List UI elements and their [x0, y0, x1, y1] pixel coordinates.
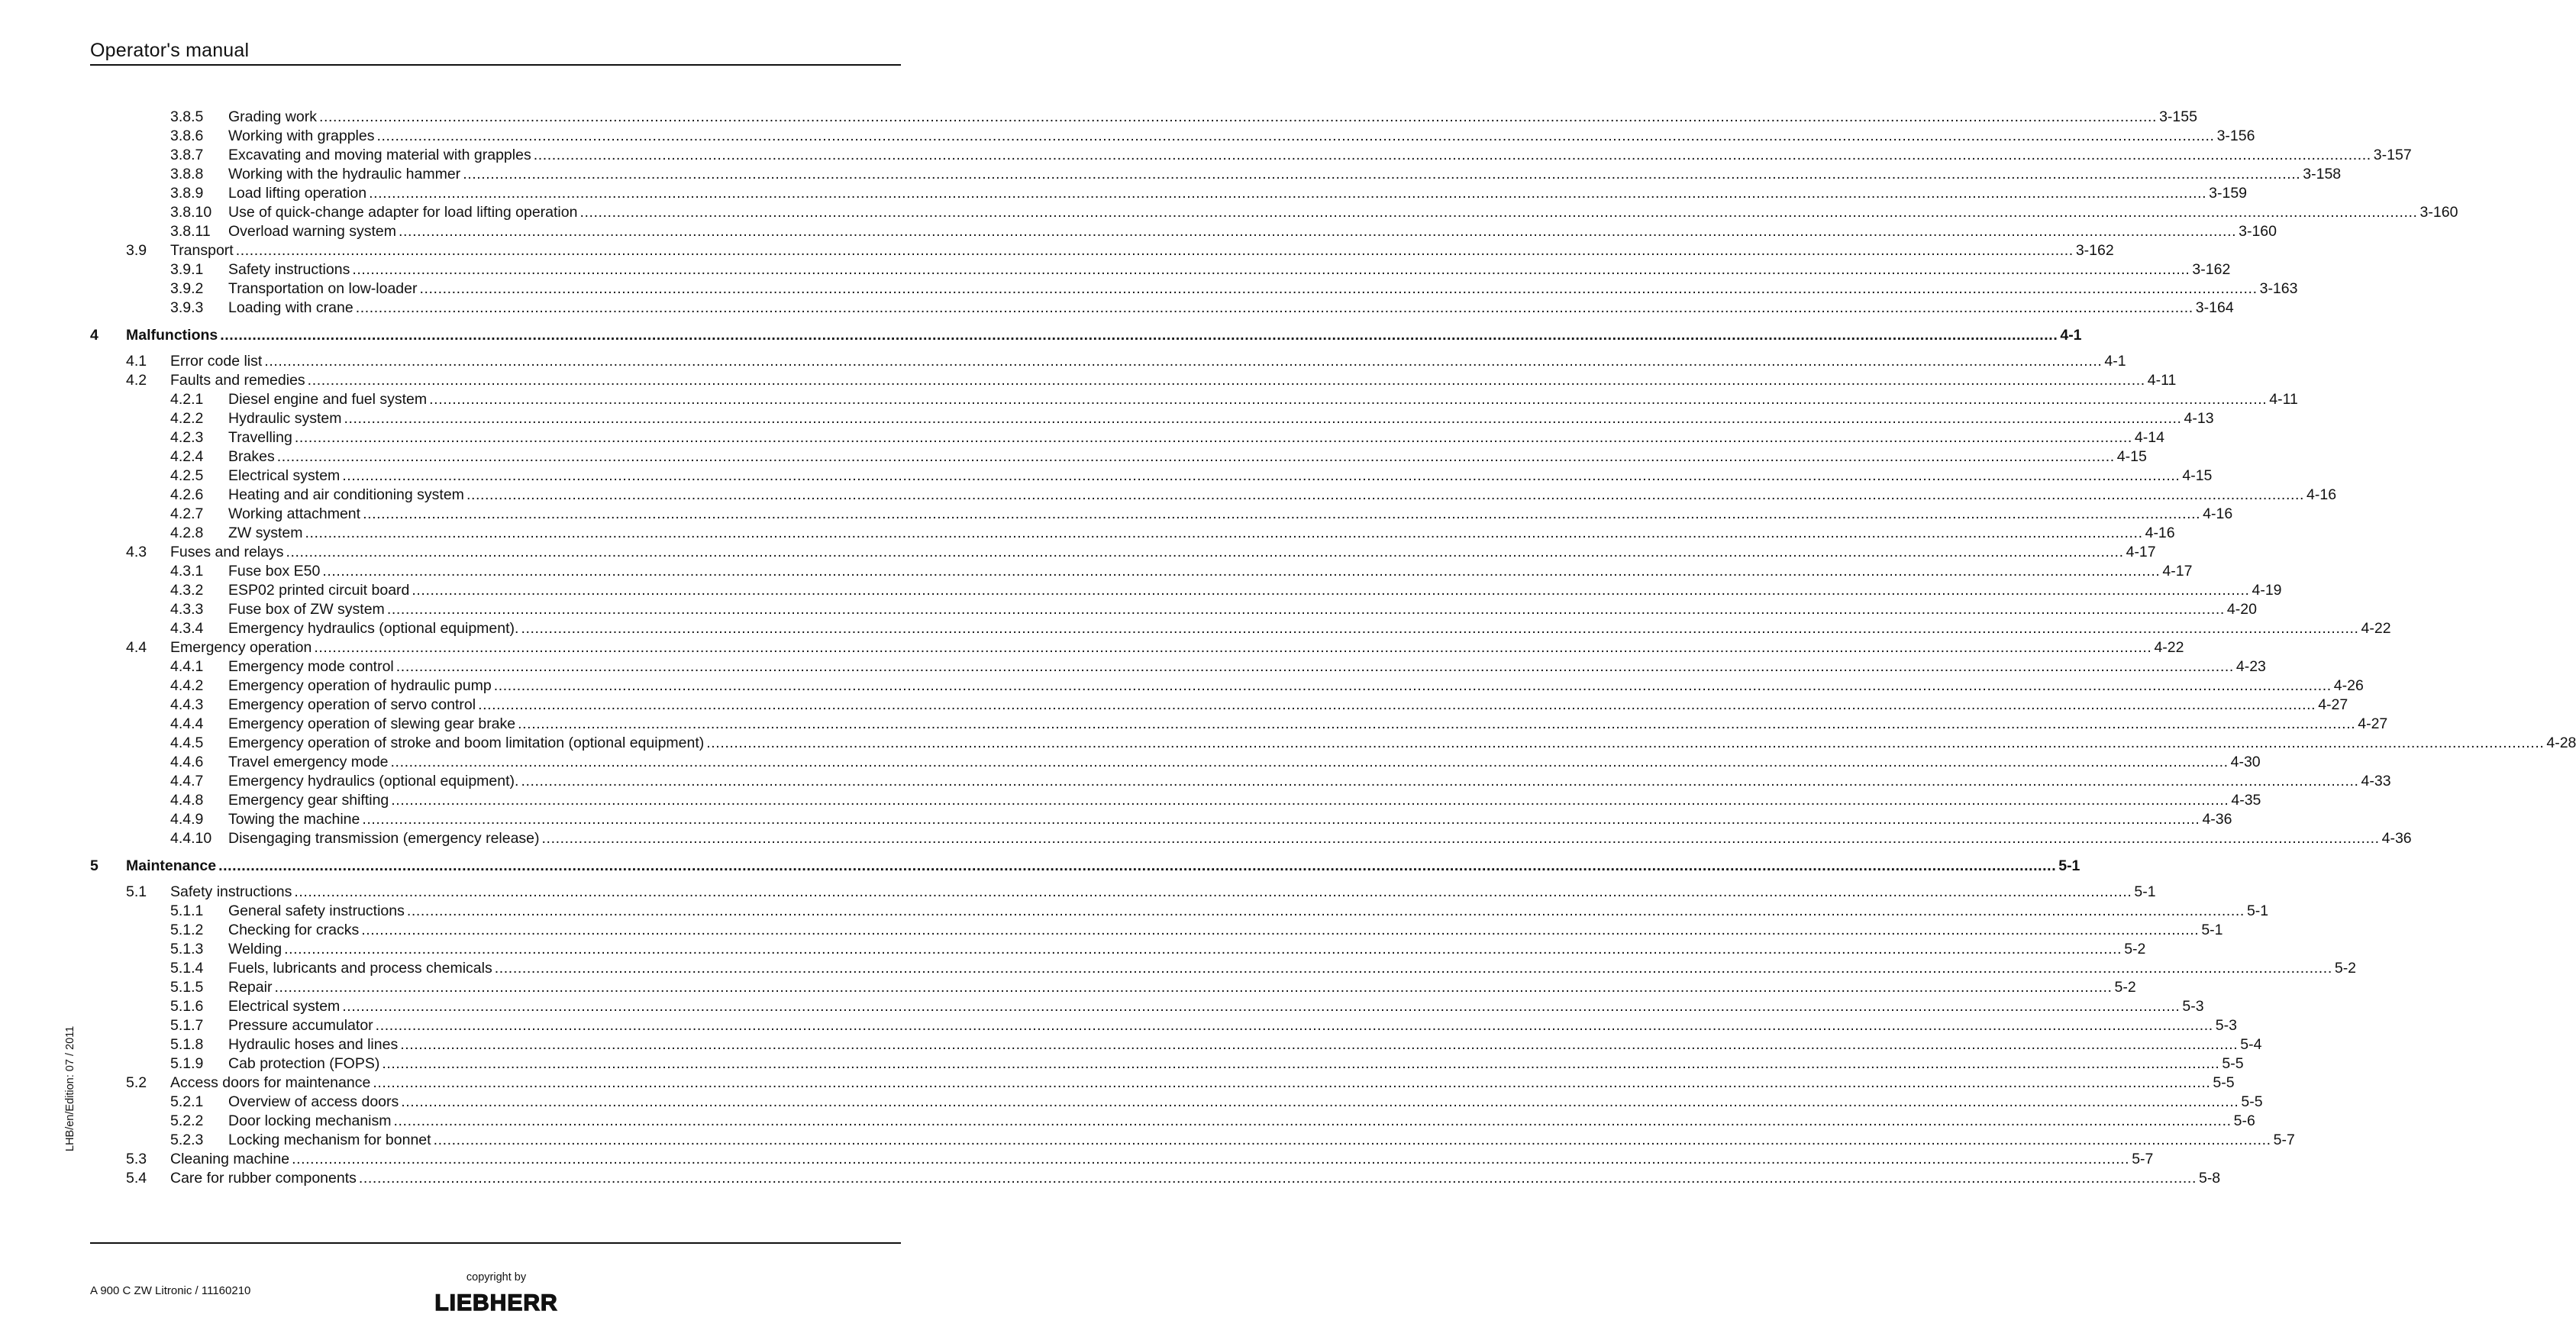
toc-row [0, 1169, 2221, 1188]
toc-row [0, 184, 2248, 203]
toc-title: Travel emergency mode [228, 754, 389, 770]
toc-page-number: 4-17 [2126, 544, 2156, 560]
liebherr-logo-text: LIEBHERR [434, 1290, 558, 1316]
toc-title: Fuels, lubricants and process chemicals [228, 960, 492, 977]
toc-page-number: 3-155 [2159, 108, 2197, 125]
toc-dot-leader: ................................................................................................................................................................................................................................................................................................................................................................................................................ [363, 505, 2201, 522]
toc-row [0, 581, 2282, 600]
toc-row [0, 1074, 2235, 1093]
toc-dot-leader: ................................................................................................................................................................................................................................................................................................................................................................................................................ [466, 486, 2305, 503]
toc-row [0, 409, 2214, 428]
toc-row [0, 486, 2337, 505]
toc-page-number: 3-157 [2373, 147, 2412, 163]
toc-page-number: 3-160 [2239, 223, 2277, 240]
toc-dot-leader: ................................................................................................................................................................................................................................................................................................................................................................................................................ [322, 563, 2161, 580]
toc-row [0, 883, 2156, 902]
toc-row [0, 715, 2388, 734]
toc-number: 4.2.8 [170, 525, 204, 541]
toc-title: Faults and remedies [170, 372, 305, 389]
toc-page-number: 4-35 [2231, 792, 2261, 809]
toc-dot-leader: ................................................................................................................................................................................................................................................................................................................................................................................................................ [344, 410, 2182, 427]
toc-page-number: 4-19 [2252, 582, 2282, 599]
toc-number: 5.4 [126, 1170, 147, 1187]
toc-page-number: 5-1 [2058, 857, 2080, 874]
toc-row [0, 562, 2193, 581]
toc-title: Transport [170, 242, 234, 259]
toc-number: 3.8.5 [170, 108, 204, 125]
toc-row [0, 1093, 2263, 1112]
toc-number: 5.1.9 [170, 1055, 204, 1072]
footer-divider [90, 1242, 901, 1244]
toc-dot-leader: ................................................................................................................................................................................................................................................................................................................................................................................................................ [342, 998, 2181, 1015]
toc-dot-leader: ................................................................................................................................................................................................................................................................................................................................................................................................................ [478, 696, 2316, 713]
toc-dot-leader: ................................................................................................................................................................................................................................................................................................................................................................................................................ [393, 1112, 2232, 1129]
toc-row [0, 146, 2412, 165]
toc-number: 4.4.5 [170, 735, 204, 751]
toc-number: 5.2.2 [170, 1112, 204, 1129]
toc-title: Emergency mode control [228, 658, 394, 675]
toc-number: 3.8.7 [170, 147, 204, 163]
toc-number: 4.3.4 [170, 620, 204, 637]
toc-page-number: 4-16 [2306, 486, 2337, 503]
toc-row [0, 734, 2576, 753]
toc-row [0, 676, 2364, 696]
toc-row [0, 791, 2261, 810]
toc-title: Working with the hydraulic hammer [228, 166, 461, 182]
toc-page-number: 3-159 [2209, 185, 2248, 202]
toc-number: 4.4 [126, 639, 147, 656]
toc-dot-leader: ................................................................................................................................................................................................................................................................................................................................................................................................................ [386, 601, 2225, 618]
footer-document-id: A 900 C ZW Litronic / 11160210 [90, 1284, 251, 1297]
toc-title: General safety instructions [228, 902, 405, 919]
toc-title: Emergency operation of stroke and boom limitation (optional equipment) [228, 735, 705, 751]
toc-number: 4.2.3 [170, 429, 204, 446]
toc-title: Maintenance [126, 857, 217, 874]
toc-number: 3.8.6 [170, 128, 204, 144]
toc-page-number: 4-14 [2134, 429, 2164, 446]
toc-dot-leader: ................................................................................................................................................................................................................................................................................................................................................................................................................ [541, 830, 2380, 847]
toc-page-number: 5-7 [2273, 1132, 2295, 1148]
toc-page-number: 5-4 [2240, 1036, 2262, 1053]
toc-title: Repair [228, 979, 273, 996]
toc-dot-leader: ................................................................................................................................................................................................................................................................................................................................................................................................................ [399, 223, 2237, 240]
toc-dot-leader: ................................................................................................................................................................................................................................................................................................................................................................................................................ [355, 299, 2193, 316]
toc-title: Error code list [170, 353, 263, 370]
toc-dot-leader: ................................................................................................................................................................................................................................................................................................................................................................................................................ [494, 960, 2332, 977]
toc-row [0, 619, 2391, 638]
toc-title: Working attachment [228, 505, 361, 522]
toc-dot-leader: ................................................................................................................................................................................................................................................................................................................................................................................................................ [220, 327, 2058, 344]
toc-dot-leader: ................................................................................................................................................................................................................................................................................................................................................................................................................ [518, 715, 2356, 732]
toc-dot-leader: ................................................................................................................................................................................................................................................................................................................................................................................................................ [342, 467, 2181, 484]
toc-title: Checking for cracks [228, 922, 360, 938]
toc-dot-leader: ................................................................................................................................................................................................................................................................................................................................................................................................................ [376, 128, 2215, 144]
toc-number: 4.4.9 [170, 811, 204, 828]
toc-row [0, 279, 2298, 299]
toc-page-number: 4-17 [2162, 563, 2193, 580]
footer-copyright: copyright by [466, 1271, 527, 1283]
toc-dot-leader: ................................................................................................................................................................................................................................................................................................................................................................................................................ [521, 620, 2359, 637]
toc-number: 4.2.5 [170, 467, 204, 484]
toc-page-number: 4-15 [2116, 448, 2147, 465]
toc-page-number: 5-3 [2215, 1017, 2237, 1034]
toc-row [0, 524, 2175, 543]
toc-title: Transportation on low-loader [228, 280, 418, 297]
toc-row [0, 959, 2357, 978]
toc-title: Locking mechanism for bonnet [228, 1132, 431, 1148]
toc-dot-leader: ................................................................................................................................................................................................................................................................................................................................................................................................................ [218, 857, 2057, 874]
toc-number: 5.1.4 [170, 960, 204, 977]
toc-number: 4.3 [126, 544, 147, 560]
toc-number: 4.4.3 [170, 696, 204, 713]
toc-title: Welding [228, 941, 282, 957]
toc-dot-leader: ................................................................................................................................................................................................................................................................................................................................................................................................................ [382, 1055, 2220, 1072]
toc-dot-leader: ................................................................................................................................................................................................................................................................................................................................................................................................................ [493, 677, 2332, 694]
toc-page-number: 3-160 [2419, 204, 2458, 221]
toc-title: Access doors for maintenance [170, 1074, 371, 1091]
toc-number: 3.8.8 [170, 166, 204, 182]
toc-page-number: 4-20 [2226, 601, 2257, 618]
toc-number: 4.4.4 [170, 715, 204, 732]
toc-number: 5.2.3 [170, 1132, 204, 1148]
toc-title: Diesel engine and fuel system [228, 391, 428, 408]
toc-page-number: 5-1 [2134, 883, 2156, 900]
toc-title: Cleaning machine [170, 1151, 290, 1167]
toc-number: 4.1 [126, 353, 147, 370]
toc-page-number: 5-1 [2201, 922, 2223, 938]
toc-number: 4.2.7 [170, 505, 204, 522]
toc-number: 5.1.7 [170, 1017, 204, 1034]
toc-title: Emergency gear shifting [228, 792, 389, 809]
toc-page-number: 4-30 [2230, 754, 2261, 770]
toc-title: Emergency operation [170, 639, 312, 656]
toc-row [0, 203, 2458, 222]
toc-row [0, 829, 2412, 848]
toc-dot-leader: ................................................................................................................................................................................................................................................................................................................................................................................................................ [286, 544, 2124, 560]
toc-page-number: 4-33 [2361, 773, 2391, 789]
toc-row [0, 127, 2255, 146]
toc-page-number: 3-162 [2075, 242, 2114, 259]
toc-number: 4.2.1 [170, 391, 204, 408]
toc-number: 3.8.10 [170, 204, 212, 221]
toc-row [0, 543, 2156, 562]
toc-page-number: 3-163 [2259, 280, 2298, 297]
toc-title: Towing the machine [228, 811, 360, 828]
toc-row [0, 1150, 2154, 1169]
toc-number: 3.8.9 [170, 185, 204, 202]
toc-row [0, 1016, 2237, 1035]
toc-dot-leader: ................................................................................................................................................................................................................................................................................................................................................................................................................ [412, 582, 2250, 599]
toc-dot-leader: ................................................................................................................................................................................................................................................................................................................................................................................................................ [706, 735, 2545, 751]
toc-dot-leader: ................................................................................................................................................................................................................................................................................................................................................................................................................ [292, 1151, 2130, 1167]
liebherr-logo [422, 1290, 570, 1316]
toc-number: 5.1.2 [170, 922, 204, 938]
toc-row [0, 165, 2342, 184]
toc-dot-leader: ................................................................................................................................................................................................................................................................................................................................................................................................................ [533, 147, 2371, 163]
toc-page-number: 4-22 [2154, 639, 2184, 656]
toc-page-number: 4-27 [2318, 696, 2348, 713]
toc-title: Emergency hydraulics (optional equipment). [228, 773, 519, 789]
toc-row [0, 222, 2277, 241]
toc-dot-leader: ................................................................................................................................................................................................................................................................................................................................................................................................................ [400, 1036, 2239, 1053]
toc-dot-leader: ................................................................................................................................................................................................................................................................................................................................................................................................................ [361, 922, 2200, 938]
toc-row [0, 997, 2204, 1016]
toc-row [0, 1054, 2244, 1074]
toc-page-number: 3-158 [2303, 166, 2342, 182]
toc-title: Fuse box of ZW system [228, 601, 385, 618]
toc-title: ZW system [228, 525, 303, 541]
edition-note: LHB/en/Edition: 07 / 2011 [64, 1025, 76, 1151]
toc-page-number: 4-26 [2333, 677, 2364, 694]
toc-page-number: 5-5 [2213, 1074, 2235, 1091]
toc-title: Cab protection (FOPS) [228, 1055, 380, 1072]
toc-number: 5.1.1 [170, 902, 204, 919]
toc-title: Emergency operation of servo control [228, 696, 476, 713]
toc-dot-leader: ................................................................................................................................................................................................................................................................................................................................................................................................................ [314, 639, 2152, 656]
toc-dot-leader: ................................................................................................................................................................................................................................................................................................................................................................................................................ [358, 1170, 2197, 1187]
toc-page-number: 3-162 [2192, 261, 2231, 278]
toc-title: Door locking mechanism [228, 1112, 392, 1129]
toc-number: 4.4.6 [170, 754, 204, 770]
toc-page-number: 4-15 [2182, 467, 2213, 484]
toc-page-number: 4-23 [2235, 658, 2266, 675]
toc-chapter-row [0, 857, 2080, 876]
toc-title: Load lifting operation [228, 185, 367, 202]
toc-dot-leader: ................................................................................................................................................................................................................................................................................................................................................................................................................ [433, 1132, 2271, 1148]
toc-page-number: 5-2 [2114, 979, 2136, 996]
toc-page-number: 5-1 [2246, 902, 2269, 919]
toc-title: Working with grapples [228, 128, 375, 144]
toc-dot-leader: ................................................................................................................................................................................................................................................................................................................................................................................................................ [406, 902, 2245, 919]
toc-row [0, 1112, 2255, 1131]
toc-dot-leader: ................................................................................................................................................................................................................................................................................................................................................................................................................ [352, 261, 2190, 278]
toc-row [0, 810, 2232, 829]
toc-page-number: 4-1 [2104, 353, 2126, 370]
toc-dot-leader: ................................................................................................................................................................................................................................................................................................................................................................................................................ [401, 1093, 2239, 1110]
toc-page-number: 3-156 [2216, 128, 2255, 144]
toc-row [0, 1131, 2295, 1150]
page-header-title: Operator's manual [90, 40, 250, 61]
toc-page-number: 4-16 [2145, 525, 2175, 541]
toc-dot-leader: ................................................................................................................................................................................................................................................................................................................................................................................................................ [579, 204, 2418, 221]
toc-page-number: 5-5 [2222, 1055, 2244, 1072]
toc-number: 4.2.4 [170, 448, 204, 465]
toc-title: Overview of access doors [228, 1093, 399, 1110]
toc-number: 4.3.1 [170, 563, 204, 580]
toc-title: Hydraulic hoses and lines [228, 1036, 399, 1053]
toc-page-number: 5-6 [2233, 1112, 2255, 1129]
toc-number: 4.3.3 [170, 601, 204, 618]
toc-row [0, 108, 2197, 127]
toc-dot-leader: ................................................................................................................................................................................................................................................................................................................................................................................................................ [362, 811, 2200, 828]
toc-dot-leader: ................................................................................................................................................................................................................................................................................................................................................................................................................ [276, 448, 2115, 465]
toc-dot-leader: ................................................................................................................................................................................................................................................................................................................................................................................................................ [521, 773, 2359, 789]
toc-row [0, 902, 2269, 921]
toc-dot-leader: ................................................................................................................................................................................................................................................................................................................................................................................................................ [307, 372, 2145, 389]
toc-row [0, 921, 2223, 940]
toc-dot-leader: ................................................................................................................................................................................................................................................................................................................................................................................................................ [391, 792, 2229, 809]
toc-number: 4.4.2 [170, 677, 204, 694]
toc-dot-leader: ................................................................................................................................................................................................................................................................................................................................................................................................................ [294, 883, 2132, 900]
toc-row [0, 352, 2126, 371]
toc-number: 3.9 [126, 242, 147, 259]
toc-number: 3.9.2 [170, 280, 204, 297]
toc-page-number: 5-7 [2132, 1151, 2154, 1167]
toc-page-number: 5-2 [2124, 941, 2146, 957]
toc-title: Electrical system [228, 467, 341, 484]
toc-title: Electrical system [228, 998, 341, 1015]
toc-row [0, 753, 2261, 772]
toc-page-number: 5-2 [2334, 960, 2357, 977]
toc-row [0, 657, 2266, 676]
toc-title: Emergency operation of hydraulic pump [228, 677, 492, 694]
toc-page-number: 4-11 [2269, 391, 2298, 408]
toc-number: 3.8.11 [170, 223, 211, 240]
toc-number: 5.1.8 [170, 1036, 204, 1053]
toc-title: ESP02 printed circuit board [228, 582, 410, 599]
toc-number: 5.1 [126, 883, 147, 900]
toc-title: Disengaging transmission (emergency release) [228, 830, 540, 847]
toc-title: Loading with crane [228, 299, 353, 316]
toc-number: 4.4.8 [170, 792, 204, 809]
toc-dot-leader: ................................................................................................................................................................................................................................................................................................................................................................................................................ [419, 280, 2258, 297]
toc-row [0, 940, 2146, 959]
toc-title: Malfunctions [126, 327, 218, 344]
toc-page-number: 5-3 [2182, 998, 2204, 1015]
toc-number: 4.2.6 [170, 486, 204, 503]
toc-number: 5.3 [126, 1151, 147, 1167]
toc-row [0, 978, 2136, 997]
toc-number: 3.9.3 [170, 299, 204, 316]
toc-title: Fuses and relays [170, 544, 284, 560]
toc-page-number: 4-11 [2147, 372, 2177, 389]
toc-dot-leader: ................................................................................................................................................................................................................................................................................................................................................................................................................ [429, 391, 2268, 408]
toc-dot-leader: ................................................................................................................................................................................................................................................................................................................................................................................................................ [373, 1074, 2211, 1091]
toc-page-number: 4-22 [2361, 620, 2391, 637]
toc-title: Excavating and moving material with grapples [228, 147, 531, 163]
toc-dot-leader: ................................................................................................................................................................................................................................................................................................................................................................................................................ [305, 525, 2143, 541]
toc-row [0, 260, 2231, 279]
toc-dot-leader: ................................................................................................................................................................................................................................................................................................................................................................................................................ [463, 166, 2301, 182]
toc-title: Safety instructions [170, 883, 292, 900]
toc-number: 5.1.3 [170, 941, 204, 957]
toc-number: 4.4.10 [170, 830, 212, 847]
toc-title: Safety instructions [228, 261, 350, 278]
toc-number: 5.2.1 [170, 1093, 204, 1110]
toc-title: Brakes [228, 448, 275, 465]
toc-dot-leader: ................................................................................................................................................................................................................................................................................................................................................................................................................ [294, 429, 2132, 446]
toc-title: Overload warning system [228, 223, 397, 240]
toc-row [0, 467, 2213, 486]
toc-title: Pressure accumulator [228, 1017, 373, 1034]
toc-dot-leader: ................................................................................................................................................................................................................................................................................................................................................................................................................ [235, 242, 2074, 259]
toc-page-number: 4-27 [2358, 715, 2388, 732]
toc-title: Travelling [228, 429, 292, 446]
toc-page-number: 4-13 [2184, 410, 2214, 427]
toc-number: 4.4.1 [170, 658, 204, 675]
toc-page-number: 4-36 [2381, 830, 2412, 847]
toc-dot-leader: ................................................................................................................................................................................................................................................................................................................................................................................................................ [264, 353, 2103, 370]
toc-row [0, 241, 2114, 260]
toc-page-number: 5-8 [2198, 1170, 2221, 1187]
toc-number: 4.2 [126, 372, 147, 389]
toc-row [0, 299, 2234, 318]
toc-dot-leader: ................................................................................................................................................................................................................................................................................................................................................................................................................ [390, 754, 2229, 770]
toc-number: 4.2.2 [170, 410, 204, 427]
toc-number: 5.2 [126, 1074, 147, 1091]
toc-row [0, 600, 2257, 619]
toc-page-number: 4-28 [2546, 735, 2576, 751]
toc-title: Emergency hydraulics (optional equipment). [228, 620, 519, 637]
toc-title: Use of quick-change adapter for load lifting operation [228, 204, 578, 221]
toc-row [0, 505, 2233, 524]
toc-page-number: 4-16 [2203, 505, 2233, 522]
toc-row [0, 428, 2164, 447]
toc-number: 5 [90, 857, 98, 874]
toc-title: Grading work [228, 108, 317, 125]
toc-page-number: 5-5 [2241, 1093, 2263, 1110]
toc-page-number: 4-1 [2060, 327, 2082, 344]
toc-row [0, 772, 2391, 791]
toc-dot-leader: ................................................................................................................................................................................................................................................................................................................................................................................................................ [284, 941, 2122, 957]
toc-page-number: 3-164 [2195, 299, 2234, 316]
toc-row [0, 390, 2298, 409]
toc-title: Heating and air conditioning system [228, 486, 464, 503]
toc-chapter-row [0, 326, 2082, 345]
toc-row [0, 371, 2177, 390]
toc-number: 3.9.1 [170, 261, 204, 278]
toc-number: 5.1.5 [170, 979, 204, 996]
toc-row [0, 447, 2147, 467]
toc-dot-leader: ................................................................................................................................................................................................................................................................................................................................................................................................................ [395, 658, 2234, 675]
toc-title: Fuse box E50 [228, 563, 321, 580]
toc-row [0, 1035, 2262, 1054]
toc-number: 5.1.6 [170, 998, 204, 1015]
toc-dot-leader: ................................................................................................................................................................................................................................................................................................................................................................................................................ [274, 979, 2113, 996]
toc-dot-leader: ................................................................................................................................................................................................................................................................................................................................................................................................................ [375, 1017, 2213, 1034]
toc-number: 4 [90, 327, 98, 344]
toc-row [0, 696, 2348, 715]
toc-dot-leader: ................................................................................................................................................................................................................................................................................................................................................................................................................ [318, 108, 2158, 125]
toc-row [0, 638, 2184, 657]
toc-title: Hydraulic system [228, 410, 342, 427]
toc-number: 4.4.7 [170, 773, 204, 789]
toc-number: 4.3.2 [170, 582, 204, 599]
toc-page-number: 4-36 [2202, 811, 2232, 828]
toc-dot-leader: ................................................................................................................................................................................................................................................................................................................................................................................................................ [369, 185, 2207, 202]
toc-title: Emergency operation of slewing gear brake [228, 715, 516, 732]
toc-title: Care for rubber components [170, 1170, 357, 1187]
